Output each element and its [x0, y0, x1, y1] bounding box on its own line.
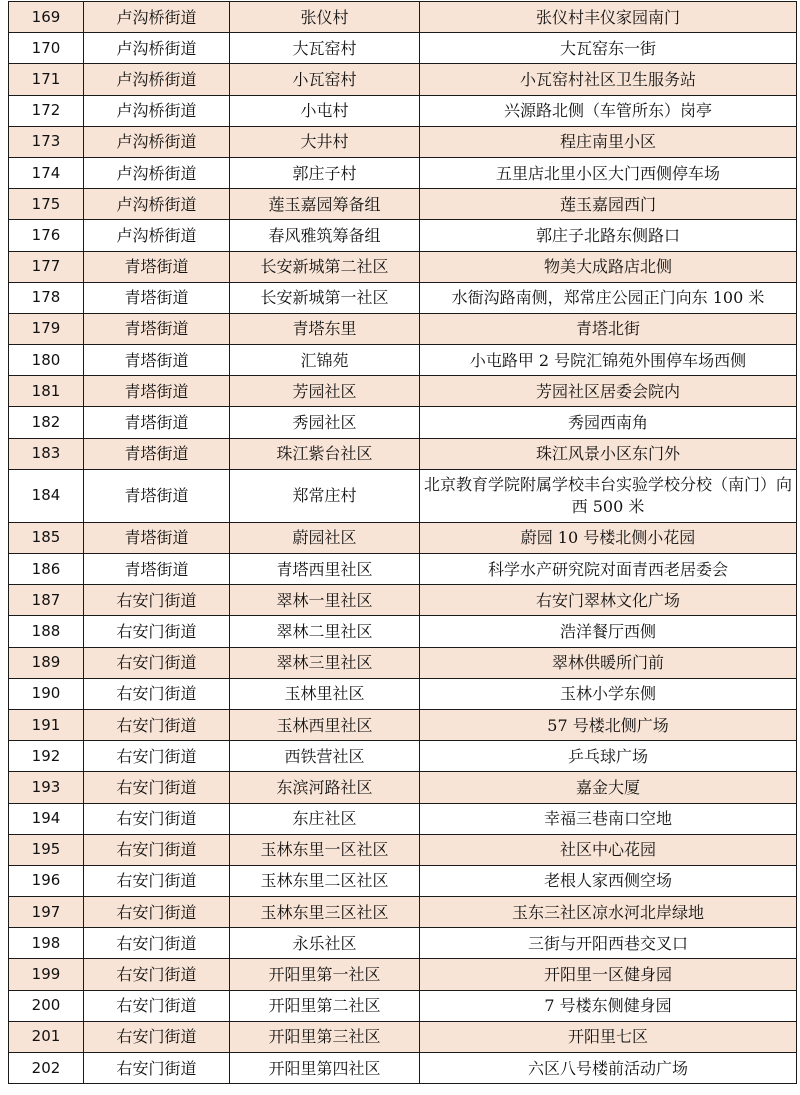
location-cell: 珠江风景小区东门外: [420, 438, 797, 469]
street-cell: 右安门街道: [84, 897, 230, 928]
community-cell: 蔚园社区: [230, 522, 420, 553]
community-cell: 张仪村: [230, 2, 420, 33]
site-table-body: [9, 2, 797, 1084]
table-row: [9, 189, 797, 220]
street-cell: 右安门街道: [84, 865, 230, 896]
table-row: [9, 2, 797, 33]
street-cell: 青塔街道: [84, 522, 230, 553]
community-cell: 玉林东里二区社区: [230, 865, 420, 896]
street-cell: 右安门街道: [84, 585, 230, 616]
site-table-container: [8, 1, 796, 1084]
table-row: [9, 345, 797, 376]
row-number: 192: [9, 741, 84, 772]
row-number: 179: [9, 313, 84, 344]
community-cell: 莲玉嘉园筹备组: [230, 189, 420, 220]
location-cell: 嘉金大厦: [420, 772, 797, 803]
street-cell: 青塔街道: [84, 469, 230, 522]
community-cell: 大井村: [230, 126, 420, 157]
location-cell: 程庄南里小区: [420, 126, 797, 157]
community-cell: 翠林二里社区: [230, 616, 420, 647]
row-number: 187: [9, 585, 84, 616]
location-cell: 右安门翠林文化广场: [420, 585, 797, 616]
row-number: 188: [9, 616, 84, 647]
table-row: [9, 1021, 797, 1052]
location-cell: 开阳里一区健身园: [420, 959, 797, 990]
location-cell: 老根人家西侧空场: [420, 865, 797, 896]
street-cell: 右安门街道: [84, 616, 230, 647]
table-row: [9, 678, 797, 709]
table-row: [9, 438, 797, 469]
row-number: 202: [9, 1053, 84, 1084]
street-cell: 卢沟桥街道: [84, 189, 230, 220]
row-number: 199: [9, 959, 84, 990]
location-cell: 7 号楼东侧健身园: [420, 990, 797, 1021]
street-cell: 右安门街道: [84, 928, 230, 959]
table-row: [9, 282, 797, 313]
street-cell: 青塔街道: [84, 554, 230, 585]
location-cell: 五里店北里小区大门西侧停车场: [420, 157, 797, 188]
table-row: [9, 33, 797, 64]
street-cell: 右安门街道: [84, 647, 230, 678]
street-cell: 卢沟桥街道: [84, 220, 230, 251]
location-cell: 芳园社区居委会院内: [420, 376, 797, 407]
street-cell: 右安门街道: [84, 1053, 230, 1084]
location-cell: 张仪村丰仪家园南门: [420, 2, 797, 33]
row-number: 191: [9, 709, 84, 740]
table-row: [9, 865, 797, 896]
location-cell: 玉东三社区凉水河北岸绿地: [420, 897, 797, 928]
table-row: [9, 897, 797, 928]
row-number: 180: [9, 345, 84, 376]
community-cell: 芳园社区: [230, 376, 420, 407]
street-cell: 卢沟桥街道: [84, 33, 230, 64]
row-number: 186: [9, 554, 84, 585]
location-cell: 三街与开阳西巷交叉口: [420, 928, 797, 959]
row-number: 175: [9, 189, 84, 220]
community-cell: 秀园社区: [230, 407, 420, 438]
street-cell: 卢沟桥街道: [84, 2, 230, 33]
table-row: [9, 928, 797, 959]
community-cell: 青塔西里社区: [230, 554, 420, 585]
location-cell: 大瓦窑东一街: [420, 33, 797, 64]
table-row: [9, 803, 797, 834]
table-row: [9, 157, 797, 188]
location-cell: 六区八号楼前活动广场: [420, 1053, 797, 1084]
community-cell: 大瓦窑村: [230, 33, 420, 64]
row-number: 178: [9, 282, 84, 313]
community-cell: 小屯村: [230, 95, 420, 126]
location-cell: 郭庄子北路东侧路口: [420, 220, 797, 251]
location-cell: 物美大成路店北侧: [420, 251, 797, 282]
location-cell: 翠林供暖所门前: [420, 647, 797, 678]
street-cell: 右安门街道: [84, 959, 230, 990]
community-cell: 西铁营社区: [230, 741, 420, 772]
community-cell: 永乐社区: [230, 928, 420, 959]
row-number: 189: [9, 647, 84, 678]
community-cell: 开阳里第一社区: [230, 959, 420, 990]
street-cell: 右安门街道: [84, 741, 230, 772]
table-row: [9, 469, 797, 522]
location-cell: 北京教育学院附属学校丰台实验学校分校（南门）向西 500 米: [420, 469, 797, 522]
community-cell: 翠林三里社区: [230, 647, 420, 678]
community-cell: 汇锦苑: [230, 345, 420, 376]
table-row: [9, 772, 797, 803]
street-cell: 青塔街道: [84, 313, 230, 344]
community-cell: 长安新城第一社区: [230, 282, 420, 313]
location-cell: 水衙沟路南侧，郑常庄公园正门向东 100 米: [420, 282, 797, 313]
row-number: 184: [9, 469, 84, 522]
street-cell: 青塔街道: [84, 251, 230, 282]
community-cell: 玉林东里三区社区: [230, 897, 420, 928]
location-cell: 科学水产研究院对面青西老居委会: [420, 554, 797, 585]
street-cell: 右安门街道: [84, 772, 230, 803]
community-cell: 郑常庄村: [230, 469, 420, 522]
location-cell: 幸福三巷南口空地: [420, 803, 797, 834]
row-number: 185: [9, 522, 84, 553]
street-cell: 青塔街道: [84, 282, 230, 313]
row-number: 182: [9, 407, 84, 438]
row-number: 190: [9, 678, 84, 709]
row-number: 194: [9, 803, 84, 834]
community-cell: 翠林一里社区: [230, 585, 420, 616]
row-number: 183: [9, 438, 84, 469]
street-cell: 卢沟桥街道: [84, 64, 230, 95]
location-cell: 57 号楼北侧广场: [420, 709, 797, 740]
table-row: [9, 251, 797, 282]
row-number: 181: [9, 376, 84, 407]
community-cell: 郭庄子村: [230, 157, 420, 188]
location-cell: 社区中心花园: [420, 834, 797, 865]
row-number: 195: [9, 834, 84, 865]
street-cell: 右安门街道: [84, 803, 230, 834]
location-cell: 小瓦窑村社区卫生服务站: [420, 64, 797, 95]
table-row: [9, 585, 797, 616]
table-row: [9, 834, 797, 865]
row-number: 200: [9, 990, 84, 1021]
row-number: 174: [9, 157, 84, 188]
street-cell: 右安门街道: [84, 709, 230, 740]
location-cell: 浩洋餐厅西侧: [420, 616, 797, 647]
location-cell: 开阳里七区: [420, 1021, 797, 1052]
table-row: [9, 709, 797, 740]
table-row: [9, 407, 797, 438]
table-row: [9, 64, 797, 95]
street-cell: 右安门街道: [84, 990, 230, 1021]
row-number: 170: [9, 33, 84, 64]
community-cell: 春风雅筑筹备组: [230, 220, 420, 251]
table-row: [9, 376, 797, 407]
row-number: 197: [9, 897, 84, 928]
row-number: 201: [9, 1021, 84, 1052]
street-cell: 右安门街道: [84, 1021, 230, 1052]
row-number: 171: [9, 64, 84, 95]
location-cell: 乒乓球广场: [420, 741, 797, 772]
table-row: [9, 647, 797, 678]
table-row: [9, 741, 797, 772]
street-cell: 右安门街道: [84, 834, 230, 865]
table-row: [9, 990, 797, 1021]
table-row: [9, 220, 797, 251]
row-number: 172: [9, 95, 84, 126]
community-cell: 开阳里第三社区: [230, 1021, 420, 1052]
community-cell: 长安新城第二社区: [230, 251, 420, 282]
street-cell: 青塔街道: [84, 345, 230, 376]
row-number: 176: [9, 220, 84, 251]
table-row: [9, 554, 797, 585]
community-cell: 珠江紫台社区: [230, 438, 420, 469]
street-cell: 青塔街道: [84, 407, 230, 438]
location-cell: 青塔北街: [420, 313, 797, 344]
table-row: [9, 522, 797, 553]
location-cell: 蔚园 10 号楼北侧小花园: [420, 522, 797, 553]
table-row: [9, 616, 797, 647]
street-cell: 青塔街道: [84, 438, 230, 469]
row-number: 177: [9, 251, 84, 282]
community-cell: 玉林里社区: [230, 678, 420, 709]
community-cell: 开阳里第四社区: [230, 1053, 420, 1084]
location-cell: 玉林小学东侧: [420, 678, 797, 709]
community-cell: 小瓦窑村: [230, 64, 420, 95]
table-row: [9, 1053, 797, 1084]
community-cell: 玉林西里社区: [230, 709, 420, 740]
row-number: 169: [9, 2, 84, 33]
community-cell: 东滨河路社区: [230, 772, 420, 803]
row-number: 196: [9, 865, 84, 896]
table-row: [9, 959, 797, 990]
row-number: 198: [9, 928, 84, 959]
street-cell: 卢沟桥街道: [84, 95, 230, 126]
street-cell: 卢沟桥街道: [84, 157, 230, 188]
table-row: [9, 126, 797, 157]
community-cell: 开阳里第二社区: [230, 990, 420, 1021]
community-cell: 玉林东里一区社区: [230, 834, 420, 865]
street-cell: 青塔街道: [84, 376, 230, 407]
location-cell: 兴源路北侧（车管所东）岗亭: [420, 95, 797, 126]
street-cell: 卢沟桥街道: [84, 126, 230, 157]
row-number: 173: [9, 126, 84, 157]
site-table: [8, 1, 797, 1084]
row-number: 193: [9, 772, 84, 803]
street-cell: 右安门街道: [84, 678, 230, 709]
community-cell: 青塔东里: [230, 313, 420, 344]
location-cell: 秀园西南角: [420, 407, 797, 438]
community-cell: 东庄社区: [230, 803, 420, 834]
location-cell: 莲玉嘉园西门: [420, 189, 797, 220]
location-cell: 小屯路甲 2 号院汇锦苑外围停车场西侧: [420, 345, 797, 376]
table-row: [9, 313, 797, 344]
table-row: [9, 95, 797, 126]
